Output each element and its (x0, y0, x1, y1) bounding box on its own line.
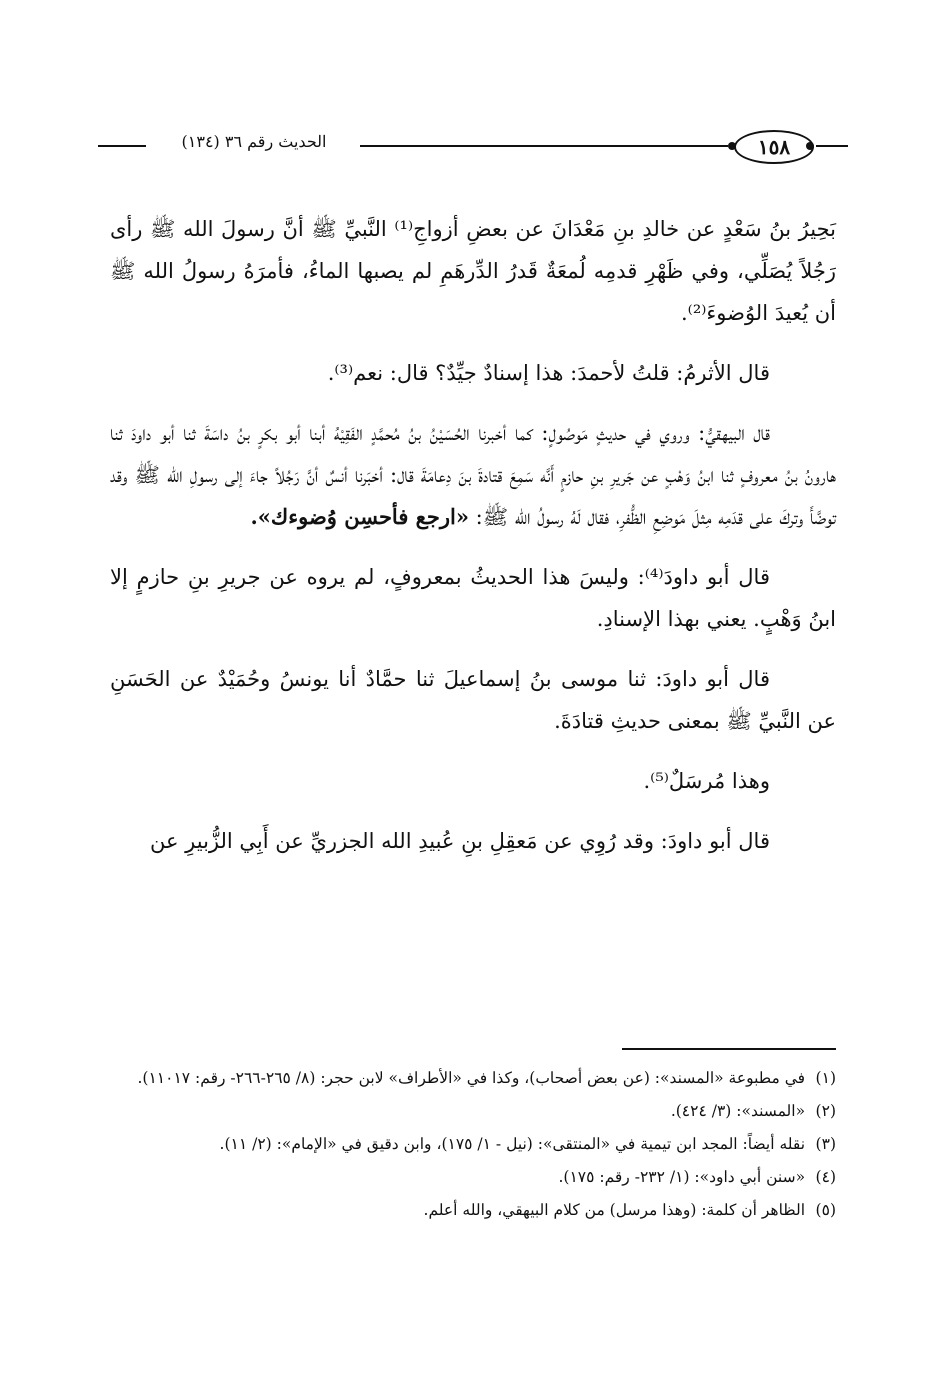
footnotes (100, 1064, 836, 1229)
footnote-text: نقله أيضاً: المجد ابن تيمية في «المنتقى»: (نيل - ١/ ١٧٥)، وابن دقيق في «الإمام»: (٢/ ١١). (219, 1135, 806, 1153)
footnote-number: (٤) (815, 1168, 836, 1186)
paragraph (110, 658, 836, 742)
footnote-item (100, 1196, 836, 1225)
header-rule-left (98, 145, 146, 147)
paragraph-text: قال أبو داودَ: ثنا موسى بنُ إسماعيلَ ثنا حمَّادٌ أنا يونسُ وحُمَيْدٌ عن الحَسَنِ عن النَّبيِّ ﷺ بمعنى حديثِ قتادَةَ. (110, 667, 836, 733)
footnote-item (100, 1097, 836, 1126)
footnote-text: «سنن أبي داود»: (١/ ٢٣٢- رقم: ١٧٥). (558, 1168, 806, 1186)
main-text (110, 208, 836, 880)
paragraph (110, 208, 836, 334)
footnote-item (100, 1163, 836, 1192)
footnote-number: (٣) (815, 1135, 836, 1153)
footnote-number: (٢) (815, 1102, 836, 1120)
running-header (98, 126, 848, 166)
header-dot-right (806, 142, 814, 150)
page-number: ١٥٨ (734, 130, 814, 164)
footnote-item (100, 1064, 836, 1093)
paragraph (110, 412, 836, 538)
footnote-text: الظاهر أن كلمة: (وهذا مرسل) من كلام البيهقي، والله أعلم. (423, 1201, 806, 1219)
paragraph-text: قال البيهقيُّ: وروي في حديثٍ مَوصُولٍ: كما أخبرنا الحُسَيْنُ بنُ مُحمَّدٍ الفَقِيْهُ أبنا أبو بكرٍ بنُ داسَةَ ثنا أبو داودَ ثنا هارونُ بنُ معروفٍ ثنا ابنُ وَهْبٍ عن جَريرِ بنِ حازمٍ أَنَّه سَمِعَ قتادةَ بنَ دِعامَةَ قال: أخبَرنا أنسٌ أنَّ رَجُلاً جاءَ إلى رسولِ الله ﷺ وقد توضَّأَ وتركَ على قدَمِه مِثلَ مَوضِعِ الظُّفرِ، فقال لَهُ رسولُ الله ﷺ: (110, 421, 836, 529)
paragraph (110, 352, 836, 394)
header-title: الحديث رقم ٣٦ (١٣٤) (181, 132, 327, 151)
header-rule-middle (360, 145, 728, 147)
paragraph (110, 556, 836, 640)
footnote-item (100, 1130, 836, 1159)
footnote-number: (١) (815, 1069, 836, 1087)
paragraph-text: قال الأثرمُ: قلتُ لأحمدَ: هذا إسنادٌ جيِّدٌ؟ قال: نعم⁽³⁾. (327, 361, 770, 385)
footnote-text: «المسند»: (٣/ ٤٢٤). (670, 1102, 806, 1120)
footnote-text: في مطبوعة «المسند»: (عن بعض أصحاب)، وكذا في «الأطراف» لابن حجر: (٨/ ٢٦٥-٢٦٦- رقم: ١١٠١٧). (137, 1069, 806, 1087)
paragraph-text: قال أبو داودَ: وقد رُوِي عن مَعقِلِ بنِ عُبيدِ الله الجزريِّ عن أَبِي الزُّبيرِ عن (149, 829, 770, 853)
paragraph (110, 760, 836, 802)
paragraph-text: بَحِيرُ بنُ سَعْدٍ عن خالدِ بنِ مَعْدَانَ عن بعضِ أزواجِ⁽¹⁾ النَّبيِّ ﷺ أنَّ رسولَ الله ﷺ رأى رَجُلاً يُصَلِّي، وفي ظَهْرِ قدمِه لُمعَةٌ قَدرُ الدِّرهَمِ لم يصبها الماءُ، فأمرَهُ رسولُ الله ﷺ أن يُعيدَ الوُضوءَ⁽²⁾. (110, 217, 836, 325)
paragraph-text: قال أبو داودَ⁽⁴⁾: وليسَ هذا الحديثُ بمعروفٍ، لم يروه عن جريرِ بنِ حازمٍ إلا ابنُ وَهْبٍ. يعني بهذا الإسنادِ. (110, 565, 836, 631)
hadith-quote: «ارجع فأحسِن وُضوءك». (250, 504, 469, 529)
header-rule-right (816, 145, 848, 147)
footnote-separator (622, 1048, 836, 1050)
paragraph-text: وهذا مُرسَلٌ⁽⁵⁾. (643, 769, 770, 793)
paragraph (110, 820, 836, 862)
footnote-number: (٥) (815, 1201, 836, 1219)
